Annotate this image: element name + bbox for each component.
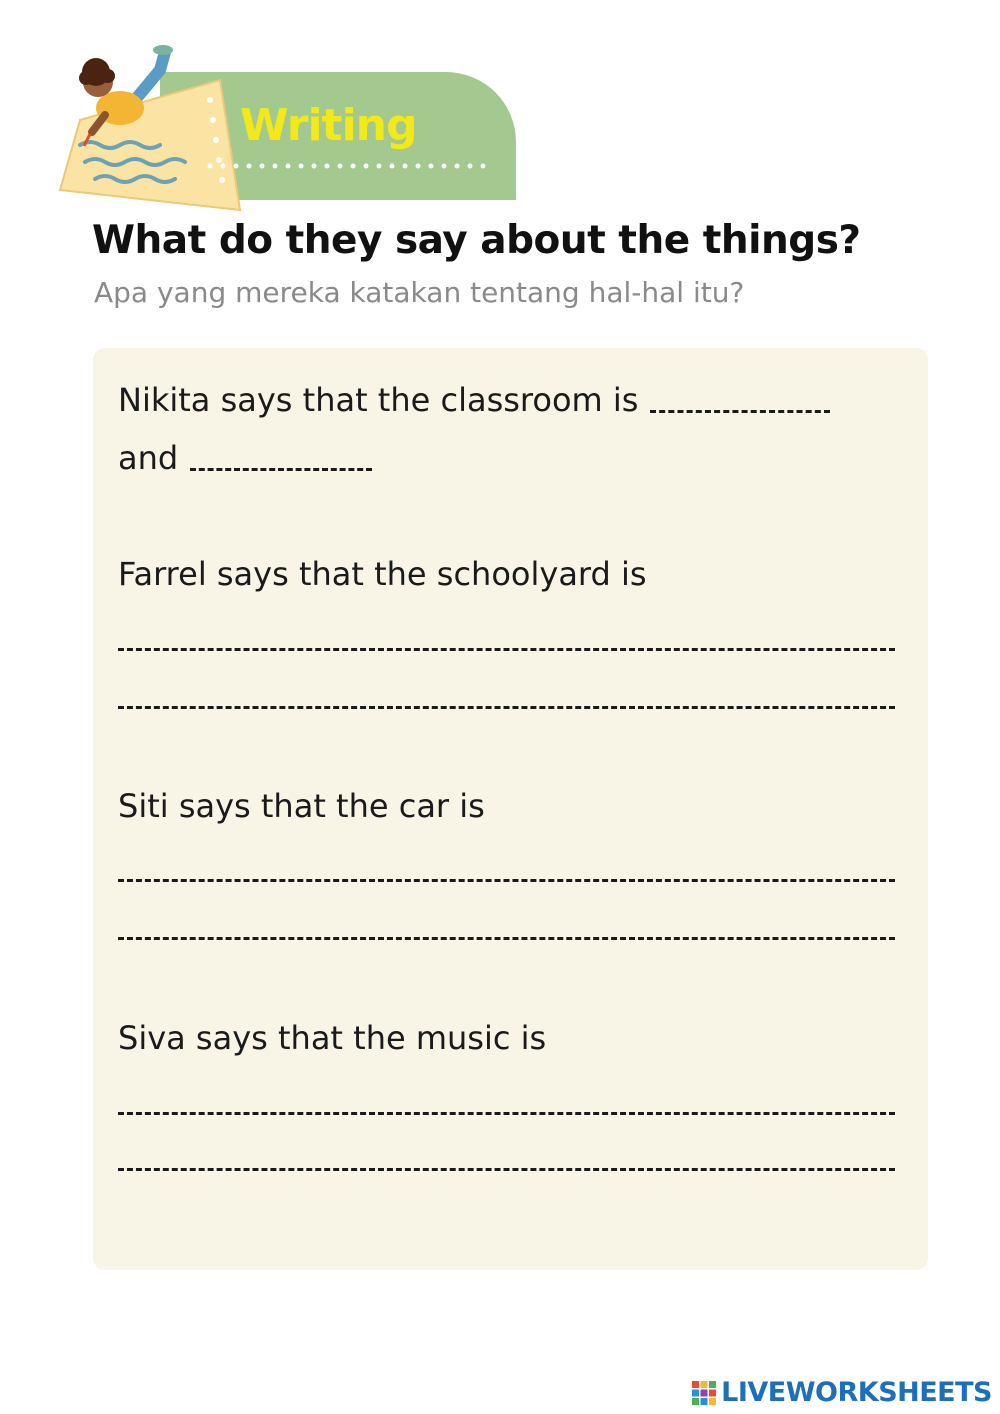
header-label: Writing (240, 100, 417, 151)
watermark-text: LIVEWORKSHEETS (721, 1377, 992, 1408)
question-3-prompt: Siti says that the car is (118, 787, 485, 825)
question-3-answer-line-1[interactable] (118, 879, 895, 882)
watermark (691, 1377, 992, 1408)
question-1-blank-1[interactable] (650, 406, 830, 413)
page-title: What do they say about the things? (92, 218, 861, 263)
question-1-blank-2[interactable] (190, 464, 372, 471)
question-4-answer-line-1[interactable] (118, 1112, 895, 1115)
question-2-answer-line-2[interactable] (118, 706, 895, 709)
question-4-answer-line-2[interactable] (118, 1168, 895, 1171)
liveworksheets-logo-icon (691, 1380, 717, 1406)
question-2-prompt: Farrel says that the schoolyard is (118, 555, 647, 593)
question-4-prompt: Siva says that the music is (118, 1019, 547, 1057)
dotted-line-decoration (205, 160, 495, 172)
page-subtitle: Apa yang mereka katakan tentang hal-hal itu? (94, 276, 745, 309)
question-1-continuation (118, 438, 372, 478)
question-1-continuation-text: and (118, 439, 179, 477)
question-1-prompt: Nikita says that the classroom is (118, 381, 639, 419)
child-writing-icon (50, 40, 250, 220)
question-3-answer-line-2[interactable] (118, 937, 895, 940)
question-2-answer-line-1[interactable] (118, 648, 895, 651)
question-1 (118, 380, 830, 420)
